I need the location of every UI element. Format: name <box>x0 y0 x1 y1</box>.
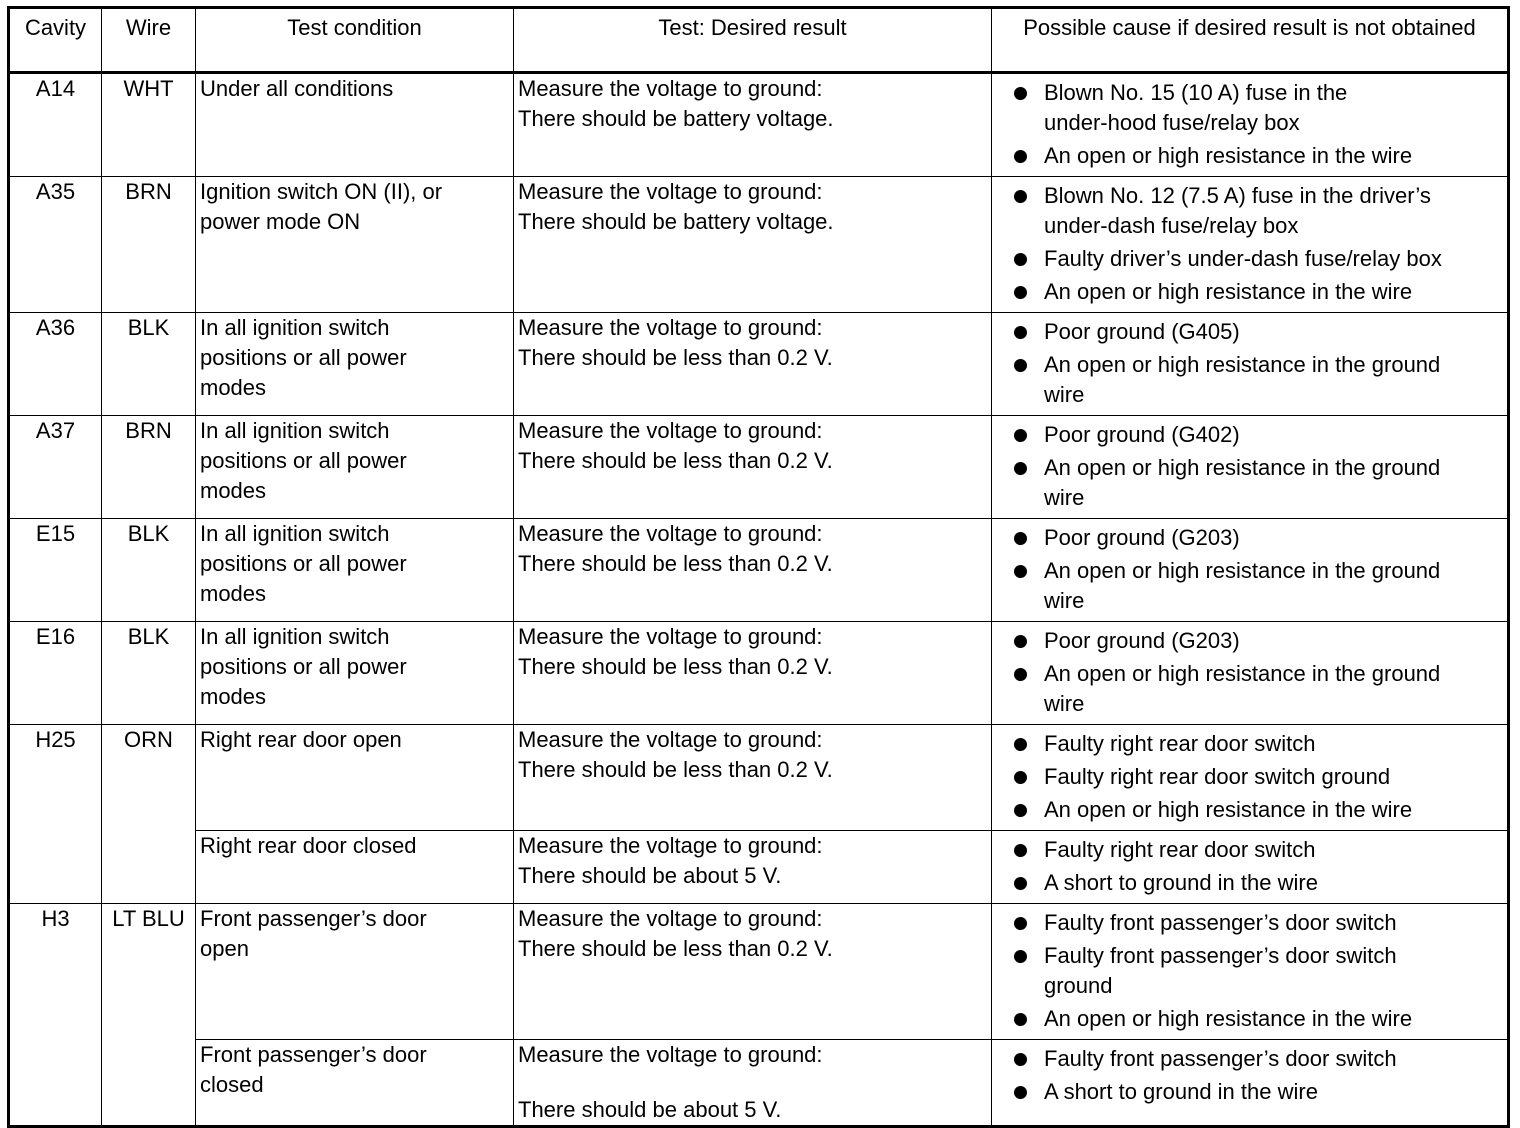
test-condition-line: closed <box>200 1072 264 1097</box>
test-condition-line: Front passenger’s door <box>200 1042 427 1067</box>
test-condition-line: Ignition switch ON (II), or <box>200 179 443 204</box>
cavity-cell: E15 <box>9 519 102 622</box>
cause-text: wire <box>1044 485 1085 510</box>
desired-result-cell <box>514 622 992 725</box>
wire-cell: ORN <box>102 725 196 904</box>
bullet-icon <box>1014 253 1027 266</box>
test-condition-line: In all ignition switch <box>200 521 390 546</box>
bullet-icon <box>1014 87 1027 100</box>
bullet-icon <box>1014 635 1027 648</box>
bullet-icon <box>1014 532 1027 545</box>
desired-result-line: There should be less than 0.2 V. <box>518 757 833 782</box>
test-condition-cell <box>196 904 514 1040</box>
header-wire: Wire <box>102 8 196 73</box>
cause-text: An open or high resistance in the ground <box>1044 352 1441 377</box>
cause-text: Faulty right rear door switch <box>1044 731 1316 756</box>
cause-text: wire <box>1044 691 1085 716</box>
desired-result-cell <box>514 1040 992 1127</box>
test-condition-cell <box>196 519 514 622</box>
cause-item <box>996 659 1503 719</box>
desired-result-line: Measure the voltage to ground: <box>518 315 823 340</box>
bullet-icon <box>1014 917 1027 930</box>
test-condition-line: open <box>200 936 249 961</box>
possible-cause-cell <box>992 622 1509 725</box>
desired-result-line: Measure the voltage to ground: <box>518 906 823 931</box>
bullet-icon <box>1014 326 1027 339</box>
desired-result-line: Measure the voltage to ground: <box>518 418 823 443</box>
table-row <box>9 1040 1509 1127</box>
cavity-cell: A36 <box>9 313 102 416</box>
cause-text: An open or high resistance in the wire <box>1044 1006 1413 1031</box>
wire-cell: BRN <box>102 416 196 519</box>
bullet-icon <box>1014 771 1027 784</box>
cause-item <box>996 244 1503 274</box>
desired-result-cell <box>514 519 992 622</box>
test-condition-cell <box>196 1040 514 1127</box>
cause-text: Faulty front passenger’s door switch <box>1044 1046 1397 1071</box>
cause-list <box>996 622 1503 724</box>
cause-list <box>996 519 1503 621</box>
wire-cell: LT BLU <box>102 904 196 1127</box>
cavity-cell: E16 <box>9 622 102 725</box>
test-condition-cell <box>196 73 514 177</box>
cause-list <box>996 416 1503 518</box>
possible-cause-cell <box>992 313 1509 416</box>
bullet-icon <box>1014 668 1027 681</box>
cause-item <box>996 908 1503 938</box>
cause-item <box>996 78 1503 138</box>
wire-cell: BLK <box>102 313 196 416</box>
desired-result-line: There should be less than 0.2 V. <box>518 936 833 961</box>
test-condition-cell <box>196 622 514 725</box>
cause-text: ground <box>1044 973 1113 998</box>
cause-text: wire <box>1044 382 1085 407</box>
wire-cell: BLK <box>102 519 196 622</box>
possible-cause-cell <box>992 904 1509 1040</box>
cause-list <box>996 831 1503 903</box>
header-possible-cause: Possible cause if desired result is not obtained <box>992 8 1509 73</box>
cause-text: under-dash fuse/relay box <box>1044 213 1299 238</box>
bullet-icon <box>1014 565 1027 578</box>
cause-text: An open or high resistance in the wire <box>1044 797 1413 822</box>
desired-result-line: Measure the voltage to ground: <box>518 833 823 858</box>
table-body <box>9 73 1509 1127</box>
cavity-cell: H3 <box>9 904 102 1127</box>
cause-text: An open or high resistance in the ground <box>1044 455 1441 480</box>
test-condition-line: positions or all power <box>200 654 407 679</box>
cause-text: Poor ground (G203) <box>1044 525 1240 550</box>
bullet-icon <box>1014 462 1027 475</box>
desired-result-line: Measure the voltage to ground: <box>518 521 823 546</box>
desired-result-line: There should be about 5 V. <box>518 863 782 888</box>
header-test-condition: Test condition <box>196 8 514 73</box>
cause-list <box>996 177 1503 312</box>
header-cavity: Cavity <box>9 8 102 73</box>
cause-list <box>996 725 1503 830</box>
cause-item <box>996 453 1503 513</box>
result-spacer <box>518 1070 987 1095</box>
bullet-icon <box>1014 1086 1027 1099</box>
cause-text: Poor ground (G405) <box>1044 319 1240 344</box>
table-row <box>9 622 1509 725</box>
table-row <box>9 177 1509 313</box>
possible-cause-cell <box>992 831 1509 904</box>
desired-result-line: There should be less than 0.2 V. <box>518 654 833 679</box>
cause-list <box>996 904 1503 1039</box>
desired-result-line: There should be less than 0.2 V. <box>518 448 833 473</box>
header-row <box>9 8 1509 73</box>
cause-item <box>996 729 1503 759</box>
desired-result-line: Measure the voltage to ground: <box>518 76 823 101</box>
cause-item <box>996 277 1503 307</box>
test-condition-cell <box>196 177 514 313</box>
connector-test-table <box>7 6 1510 1128</box>
desired-result-line: There should be battery voltage. <box>518 106 834 131</box>
cause-text: under-hood fuse/relay box <box>1044 110 1300 135</box>
test-condition-line: positions or all power <box>200 551 407 576</box>
possible-cause-cell <box>992 1040 1509 1127</box>
desired-result-cell <box>514 904 992 1040</box>
cavity-cell: A14 <box>9 73 102 177</box>
desired-result-line: Measure the voltage to ground: <box>518 727 823 752</box>
table-row <box>9 725 1509 831</box>
test-condition-line: In all ignition switch <box>200 315 390 340</box>
cause-text: Faulty right rear door switch <box>1044 837 1316 862</box>
possible-cause-cell <box>992 725 1509 831</box>
possible-cause-cell <box>992 177 1509 313</box>
header-desired-result: Test: Desired result <box>514 8 992 73</box>
cause-text: Blown No. 12 (7.5 A) fuse in the driver’s <box>1044 183 1431 208</box>
desired-result-line: Measure the voltage to ground: <box>518 1042 823 1067</box>
bullet-icon <box>1014 429 1027 442</box>
cause-item <box>996 941 1503 1001</box>
test-condition-cell <box>196 416 514 519</box>
bullet-icon <box>1014 950 1027 963</box>
table-row <box>9 73 1509 177</box>
wire-cell: BLK <box>102 622 196 725</box>
bullet-icon <box>1014 738 1027 751</box>
cause-item <box>996 762 1503 792</box>
cause-text: An open or high resistance in the ground <box>1044 558 1441 583</box>
cause-text: Poor ground (G402) <box>1044 422 1240 447</box>
test-condition-line: Right rear door closed <box>200 833 417 858</box>
table-row <box>9 904 1509 1040</box>
desired-result-line: There should be about 5 V. <box>518 1097 782 1122</box>
cavity-cell: A35 <box>9 177 102 313</box>
cause-text: An open or high resistance in the ground <box>1044 661 1441 686</box>
cause-item <box>996 868 1503 898</box>
cause-item <box>996 1004 1503 1034</box>
bullet-icon <box>1014 877 1027 890</box>
possible-cause-cell <box>992 519 1509 622</box>
cause-text: An open or high resistance in the wire <box>1044 143 1413 168</box>
cavity-cell: H25 <box>9 725 102 904</box>
cause-item <box>996 141 1503 171</box>
cause-item <box>996 420 1503 450</box>
cause-text: Faulty right rear door switch ground <box>1044 764 1391 789</box>
cause-item <box>996 835 1503 865</box>
test-condition-line: modes <box>200 375 267 400</box>
cause-list <box>996 1040 1503 1112</box>
bullet-icon <box>1014 150 1027 163</box>
desired-result-line: Measure the voltage to ground: <box>518 179 823 204</box>
document-page <box>7 6 1507 1128</box>
test-condition-line: In all ignition switch <box>200 624 390 649</box>
cause-text: Faulty driver’s under-dash fuse/relay box <box>1044 246 1442 271</box>
desired-result-cell <box>514 416 992 519</box>
desired-result-cell <box>514 177 992 313</box>
cause-text: A short to ground in the wire <box>1044 1079 1318 1104</box>
cause-text: A short to ground in the wire <box>1044 870 1318 895</box>
test-condition-line: Front passenger’s door <box>200 906 427 931</box>
test-condition-line: modes <box>200 478 267 503</box>
test-condition-line: In all ignition switch <box>200 418 390 443</box>
cause-text: Poor ground (G203) <box>1044 628 1240 653</box>
possible-cause-cell <box>992 73 1509 177</box>
table-row <box>9 831 1509 904</box>
cause-item <box>996 795 1503 825</box>
test-condition-cell <box>196 725 514 831</box>
cause-item <box>996 626 1503 656</box>
desired-result-line: There should be battery voltage. <box>518 209 834 234</box>
cause-text: Faulty front passenger’s door switch <box>1044 943 1397 968</box>
cause-text: An open or high resistance in the wire <box>1044 279 1413 304</box>
wire-cell: WHT <box>102 73 196 177</box>
cause-item <box>996 350 1503 410</box>
cause-item <box>996 556 1503 616</box>
desired-result-cell <box>514 725 992 831</box>
table-row <box>9 313 1509 416</box>
desired-result-line: There should be less than 0.2 V. <box>518 551 833 576</box>
desired-result-cell <box>514 313 992 416</box>
cavity-cell: A37 <box>9 416 102 519</box>
cause-text: Faulty front passenger’s door switch <box>1044 910 1397 935</box>
bullet-icon <box>1014 1013 1027 1026</box>
cause-item <box>996 523 1503 553</box>
bullet-icon <box>1014 804 1027 817</box>
cause-item <box>996 181 1503 241</box>
cause-list <box>996 313 1503 415</box>
table-row <box>9 416 1509 519</box>
test-condition-cell <box>196 831 514 904</box>
desired-result-line: There should be less than 0.2 V. <box>518 345 833 370</box>
test-condition-line: modes <box>200 581 267 606</box>
bullet-icon <box>1014 359 1027 372</box>
cause-item <box>996 1077 1503 1107</box>
desired-result-line: Measure the voltage to ground: <box>518 624 823 649</box>
test-condition-line: Right rear door open <box>200 727 402 752</box>
test-condition-line: power mode ON <box>200 209 361 234</box>
cause-item <box>996 1044 1503 1074</box>
test-condition-line: modes <box>200 684 267 709</box>
test-condition-cell <box>196 313 514 416</box>
desired-result-cell <box>514 73 992 177</box>
table-row <box>9 519 1509 622</box>
cause-text: wire <box>1044 588 1085 613</box>
cause-list <box>996 74 1503 176</box>
bullet-icon <box>1014 190 1027 203</box>
bullet-icon <box>1014 844 1027 857</box>
desired-result-cell <box>514 831 992 904</box>
bullet-icon <box>1014 286 1027 299</box>
test-condition-line: positions or all power <box>200 345 407 370</box>
test-condition-line: Under all conditions <box>200 76 394 101</box>
possible-cause-cell <box>992 416 1509 519</box>
wire-cell: BRN <box>102 177 196 313</box>
cause-text: Blown No. 15 (10 A) fuse in the <box>1044 80 1348 105</box>
cause-item <box>996 317 1503 347</box>
bullet-icon <box>1014 1053 1027 1066</box>
test-condition-line: positions or all power <box>200 448 407 473</box>
